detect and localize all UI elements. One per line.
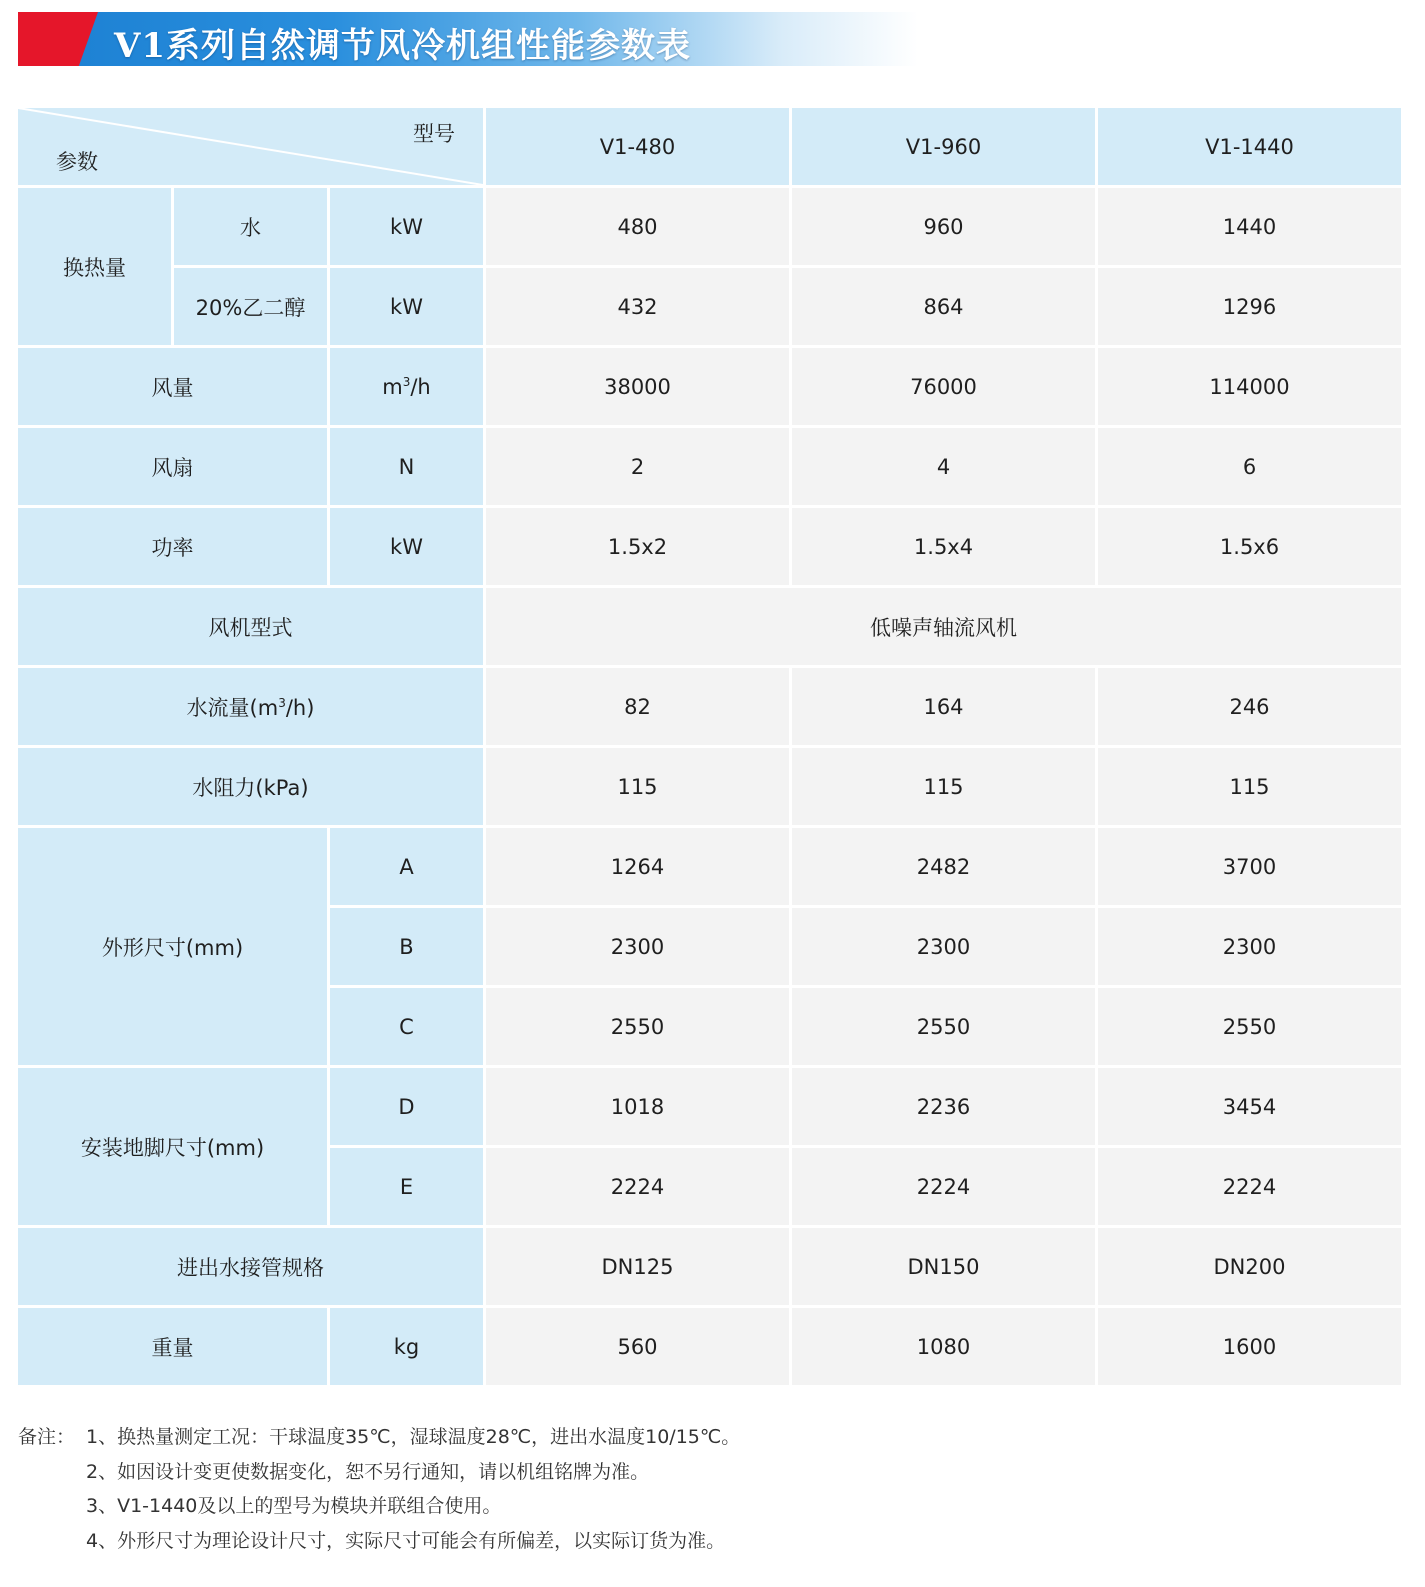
glycol-heat-value: 864 (792, 268, 1095, 345)
power-value: 1.5x2 (486, 508, 789, 585)
airflow-value: 114000 (1098, 348, 1401, 425)
weight-label: 重量 (18, 1308, 327, 1385)
table-row (18, 828, 1401, 905)
dimension-b-value: 2300 (1098, 908, 1401, 985)
table-row (18, 668, 1401, 745)
water-resistance-value: 115 (486, 748, 789, 825)
footing-label: 安装地脚尺寸(mm) (18, 1068, 327, 1225)
power-unit: kW (330, 508, 483, 585)
fan-type-label: 风机型式 (18, 588, 483, 665)
glycol-unit: kW (330, 268, 483, 345)
heat-exchange-label: 换热量 (18, 188, 171, 345)
footing-e-value: 2224 (486, 1148, 789, 1225)
airflow-unit: $m^3/h$ (330, 348, 483, 425)
weight-value: 1080 (792, 1308, 1095, 1385)
footing-e-value: 2224 (792, 1148, 1095, 1225)
note-text: 4、外形尺寸为理论设计尺寸，实际尺寸可能会有所偏差，以实际订货为准。 (86, 1529, 726, 1552)
weight-value: 1600 (1098, 1308, 1401, 1385)
power-label: 功率 (18, 508, 327, 585)
glycol-label: 20%乙二醇 (174, 268, 327, 345)
dimension-a-value: 2482 (792, 828, 1095, 905)
fans-value: 4 (792, 428, 1095, 505)
water-heat-value: 960 (792, 188, 1095, 265)
table-row (18, 188, 1401, 265)
dimension-c-label: C (330, 988, 483, 1065)
footing-d-value: 1018 (486, 1068, 789, 1145)
dimension-b-value: 2300 (486, 908, 789, 985)
water-flow-value: 164 (792, 668, 1095, 745)
model-label: 型号 (413, 122, 455, 146)
dimension-a-value: 1264 (486, 828, 789, 905)
model-header-3: V1-1440 (1098, 108, 1401, 185)
table-row (18, 428, 1401, 505)
pipe-value: DN125 (486, 1228, 789, 1305)
param-label: 参数 (56, 150, 98, 174)
footing-e-value: 2224 (1098, 1148, 1401, 1225)
weight-unit: kg (330, 1308, 483, 1385)
water-flow-value: 82 (486, 668, 789, 745)
model-header-2: V1-960 (792, 108, 1095, 185)
note-text: 3、V1-1440及以上的型号为模块并联组合使用。 (86, 1495, 502, 1517)
table-header-row (18, 108, 1401, 185)
airflow-value: 38000 (486, 348, 789, 425)
power-value: 1.5x6 (1098, 508, 1401, 585)
table-row (18, 508, 1401, 585)
water-heat-value: 1440 (1098, 188, 1401, 265)
fans-value: 2 (486, 428, 789, 505)
banner-red-accent (18, 12, 98, 66)
water-heat-value: 480 (486, 188, 789, 265)
dimension-b-label: B (330, 908, 483, 985)
spec-table (15, 105, 1404, 1388)
water-unit: kW (330, 188, 483, 265)
list-item (18, 1489, 1398, 1524)
glycol-heat-value: 432 (486, 268, 789, 345)
dimension-b-value: 2300 (792, 908, 1095, 985)
footing-e-label: E (330, 1148, 483, 1225)
note-text: 1、换热量测定工况：干球温度35℃，湿球温度28℃，进出水温度10/15℃。 (86, 1426, 741, 1448)
fans-value: 6 (1098, 428, 1401, 505)
table-row (18, 1228, 1401, 1305)
dimension-a-value: 3700 (1098, 828, 1401, 905)
water-flow-label: 水流量$(m^3/h)$ (18, 668, 483, 745)
water-label: 水 (174, 188, 327, 265)
table-row (18, 1308, 1401, 1385)
page-title: V1系列自然调节风冷机组性能参数表 (114, 26, 692, 66)
water-flow-value: 246 (1098, 668, 1401, 745)
dimension-c-value: 2550 (792, 988, 1095, 1065)
notes-label: 备注： (18, 1426, 76, 1448)
table-row (18, 268, 1401, 345)
table-row (18, 748, 1401, 825)
notes-section (18, 1420, 1398, 1558)
glycol-heat-value: 1296 (1098, 268, 1401, 345)
airflow-label: 风量 (18, 348, 327, 425)
footing-d-value: 2236 (792, 1068, 1095, 1145)
note-text: 2、如因设计变更使数据变化，恕不另行通知，请以机组铭牌为准。 (86, 1460, 650, 1483)
list-item (18, 1455, 1398, 1490)
fan-type-value: 低噪声轴流风机 (486, 588, 1401, 665)
footing-d-label: D (330, 1068, 483, 1145)
table-row (18, 1068, 1401, 1145)
pipe-label: 进出水接管规格 (18, 1228, 483, 1305)
pipe-value: DN200 (1098, 1228, 1401, 1305)
water-resistance-value: 115 (792, 748, 1095, 825)
water-resistance-value: 115 (1098, 748, 1401, 825)
dimension-a-label: A (330, 828, 483, 905)
weight-value: 560 (486, 1308, 789, 1385)
diagonal-header-cell (18, 108, 483, 185)
dimensions-label: 外形尺寸(mm) (18, 828, 327, 1065)
dimension-c-value: 2550 (486, 988, 789, 1065)
model-header-1: V1-480 (486, 108, 789, 185)
power-value: 1.5x4 (792, 508, 1095, 585)
water-resistance-label: 水阻力(kPa) (18, 748, 483, 825)
list-item (18, 1420, 1398, 1455)
airflow-value: 76000 (792, 348, 1095, 425)
title-banner (18, 12, 918, 66)
list-item (18, 1524, 1398, 1559)
table-row (18, 348, 1401, 425)
table-row (18, 588, 1401, 665)
dimension-c-value: 2550 (1098, 988, 1401, 1065)
footing-d-value: 3454 (1098, 1068, 1401, 1145)
fans-unit: N (330, 428, 483, 505)
pipe-value: DN150 (792, 1228, 1095, 1305)
fans-label: 风扇 (18, 428, 327, 505)
